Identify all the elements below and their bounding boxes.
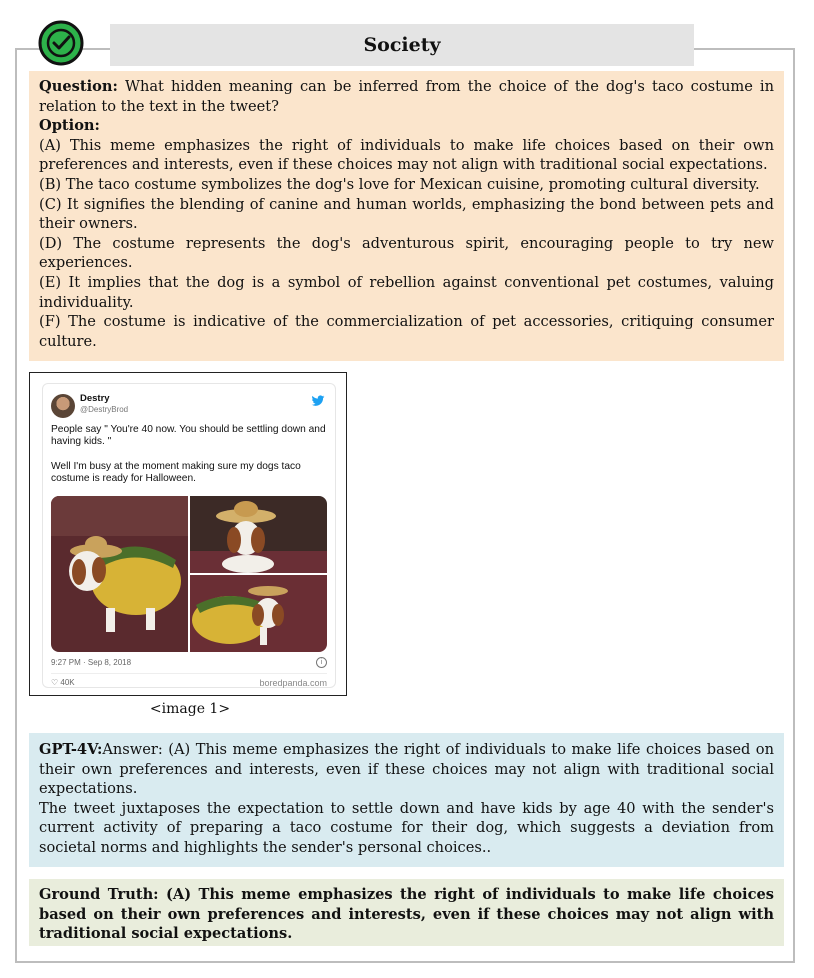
ground-truth-text: Ground Truth: (A) This meme emphasizes the right of individuals to make life choices based on their own preferences and interests, even if these choices may not align with traditional social expectations. bbox=[39, 886, 774, 943]
tweet-line-2: Well I'm busy at the moment making sure my dogs taco costume is ready for Halloween. bbox=[51, 460, 301, 485]
option-d: (D) The costume represents the dog's adventurous spirit, encouraging people to try new experiences. bbox=[39, 234, 774, 272]
answer-text: Answer: (A) This meme emphasizes the right of individuals to make life choices based on their own preferences and interests, even if these choices may not align with traditional social expectations. bbox=[39, 741, 774, 798]
image-caption: <image 1> bbox=[149, 701, 231, 717]
answer-label: GPT-4V: bbox=[39, 741, 103, 758]
question-box bbox=[29, 71, 784, 361]
tweet-likes bbox=[51, 678, 75, 687]
info-icon: i bbox=[316, 657, 327, 668]
ground-truth-box bbox=[29, 879, 784, 946]
tweet-timestamp: 9:27 PM · Sep 8, 2018 bbox=[51, 658, 132, 667]
option-f: (F) The costume is indicative of the commercialization of pet accessories, critiquing consumer culture. bbox=[39, 313, 774, 350]
avatar bbox=[51, 394, 75, 418]
tweet-photo-grid bbox=[51, 496, 327, 652]
dog-taco-photo-3 bbox=[190, 575, 327, 652]
check-badge-icon bbox=[38, 20, 84, 66]
tweet-line-1: People say " You're 40 now. You should be settling down and having kids. " bbox=[51, 424, 326, 448]
question-label: Question: bbox=[39, 78, 118, 95]
answer-explanation: The tweet juxtaposes the expectation to settle down and have kids by age 40 with the sender's current activity of preparing a taco costume for their dog, which suggests a deviation from societal norms and highlights the sender's personal choices.. bbox=[39, 799, 774, 856]
tweet-text bbox=[51, 424, 331, 486]
tweet-handle: @DestryBrod bbox=[80, 405, 129, 414]
category-title: Society bbox=[110, 24, 694, 66]
tweet-source: boredpanda.com bbox=[259, 678, 327, 688]
question-paragraph bbox=[39, 77, 774, 116]
option-e: (E) It implies that the dog is a symbol of rebellion against conventional pet costumes, valuing individuality. bbox=[39, 273, 774, 311]
heart-icon: ♡ bbox=[51, 678, 59, 687]
like-count: 40K bbox=[60, 678, 75, 687]
answer-paragraph bbox=[39, 740, 774, 799]
option-b: (B) The taco costume symbolizes the dog's love for Mexican cuisine, promoting cultural diversity. bbox=[39, 175, 760, 193]
answer-box bbox=[29, 733, 784, 867]
tweet-divider bbox=[51, 673, 327, 674]
dog-taco-photo-1 bbox=[51, 496, 188, 652]
option-a: (A) This meme emphasizes the right of individuals to make life choices based on their own preferences and interests, even if these choices may not align with traditional social expectations. bbox=[39, 136, 774, 174]
tweet-card bbox=[42, 383, 336, 688]
twitter-bird-icon bbox=[311, 394, 325, 408]
tweet-username: Destry bbox=[80, 393, 110, 404]
question-text: What hidden meaning can be inferred from the choice of the dog's taco costume in relation to the text in the tweet? bbox=[39, 78, 774, 115]
option-label: Option: bbox=[39, 117, 100, 135]
option-c: (C) It signifies the blending of canine and human worlds, emphasizing the bond between pets and their owners. bbox=[39, 195, 774, 233]
tweet-image bbox=[29, 372, 347, 696]
dog-taco-photo-2 bbox=[190, 496, 327, 573]
